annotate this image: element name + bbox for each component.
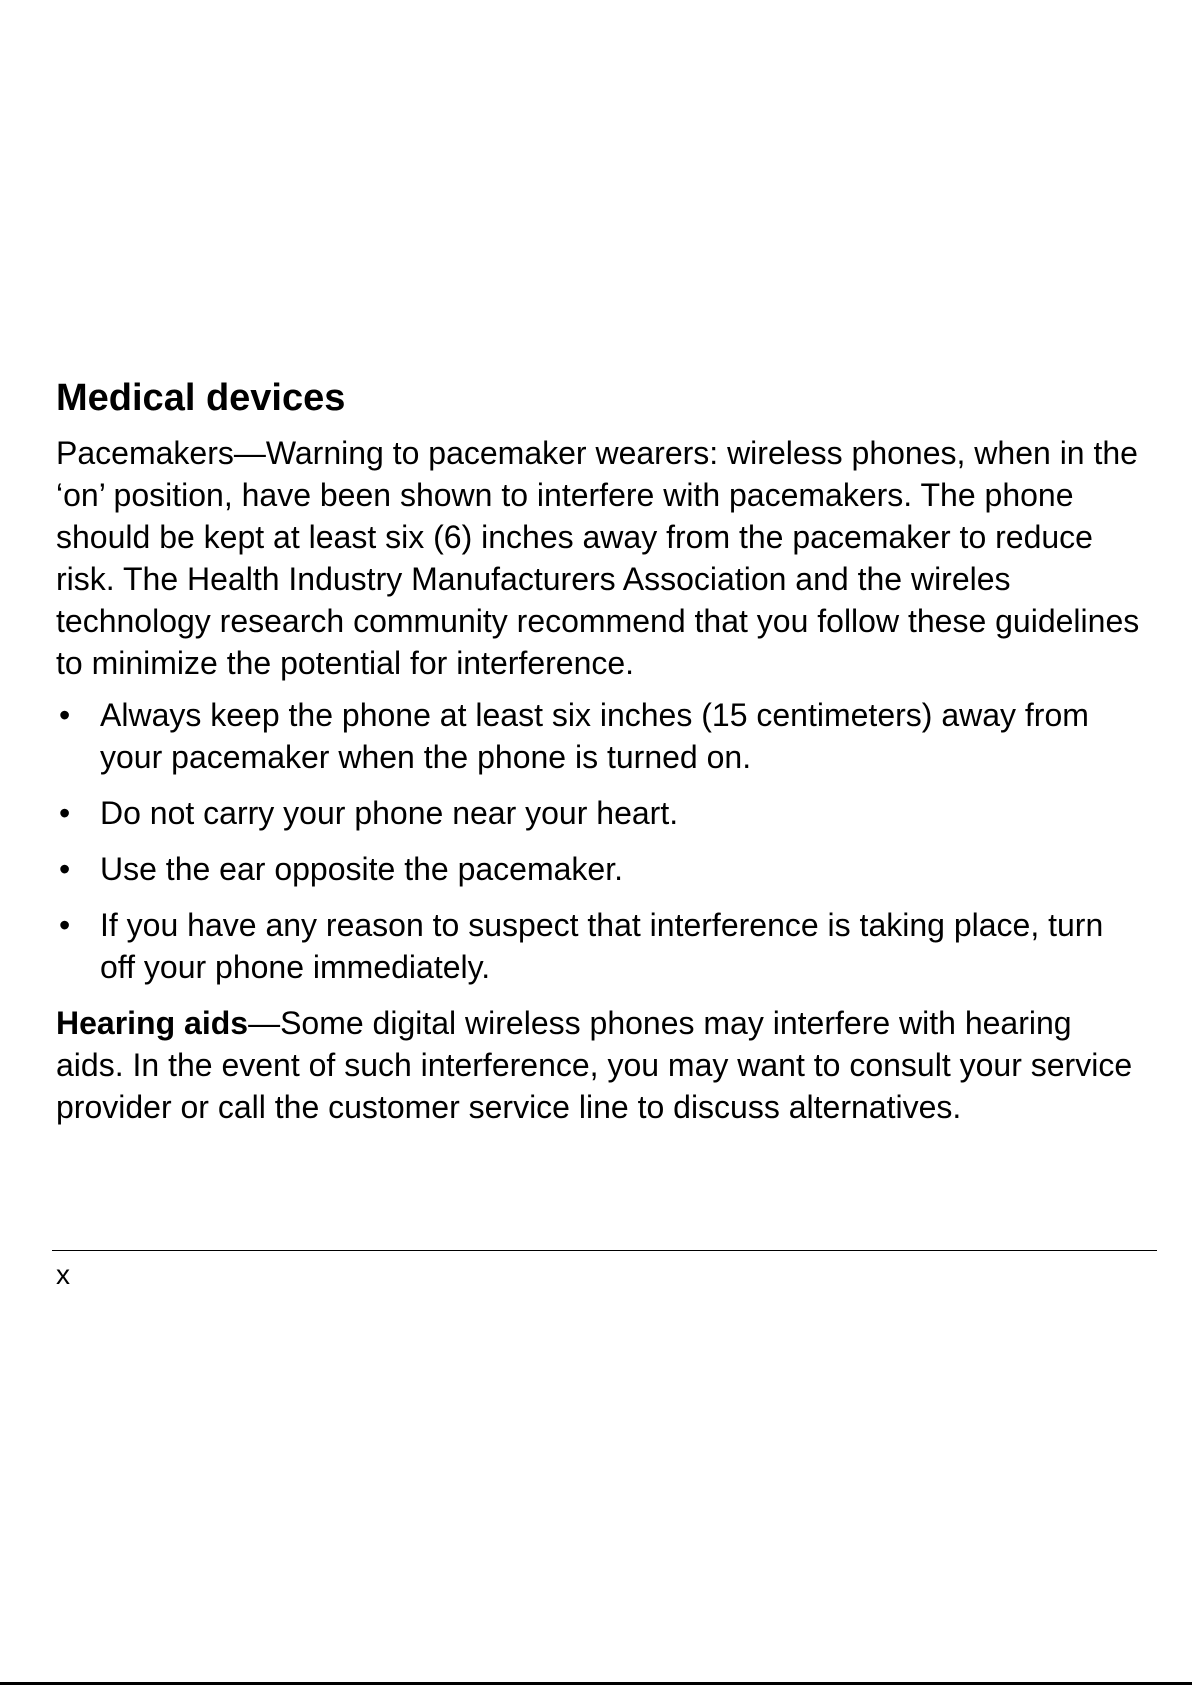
list-item-text: If you have any reason to suspect that interference is taking place, turn off your phone immediately. xyxy=(100,906,1104,985)
guidelines-list xyxy=(56,694,1146,988)
bullet-marker: • xyxy=(59,906,71,943)
list-item xyxy=(56,694,1146,778)
list-item xyxy=(56,792,1146,834)
list-item xyxy=(56,904,1146,988)
list-item xyxy=(56,848,1146,890)
section-heading: Medical devices xyxy=(56,377,346,419)
bullet-marker: • xyxy=(59,850,71,887)
hearing-aids-paragraph xyxy=(56,1002,1146,1128)
list-item-text: Always keep the phone at least six inches (15 centimeters) away from your pacemaker when the phone is turned on. xyxy=(100,696,1089,775)
hearing-aids-text: —Some digital wireless phones may interfere with hearing aids. In the event of such interference, you may want to consult your service provider or call the customer service line to discuss alternatives. xyxy=(56,1004,1133,1125)
footer-divider xyxy=(52,1250,1157,1251)
pacemakers-paragraph: Pacemakers—Warning to pacemaker wearers: wireless phones, when in the ‘on’ position, have been shown to interfere with pacemakers. The phone should be kept at least six (6) inches away from the pacemaker to reduce risk. The Health Industry Manufacturers Association and the wireles technology research community recommend that you follow these guidelines to minimize the potential for interference. xyxy=(56,434,1140,681)
document-body xyxy=(56,378,1146,1128)
bullet-marker: • xyxy=(59,794,71,831)
list-item-text: Do not carry your phone near your heart. xyxy=(100,794,679,831)
list-item-text: Use the ear opposite the pacemaker. xyxy=(100,850,623,887)
page-number: x xyxy=(56,1259,70,1290)
hearing-aids-lead: Hearing aids xyxy=(56,1004,249,1041)
bullet-marker: • xyxy=(59,696,71,733)
